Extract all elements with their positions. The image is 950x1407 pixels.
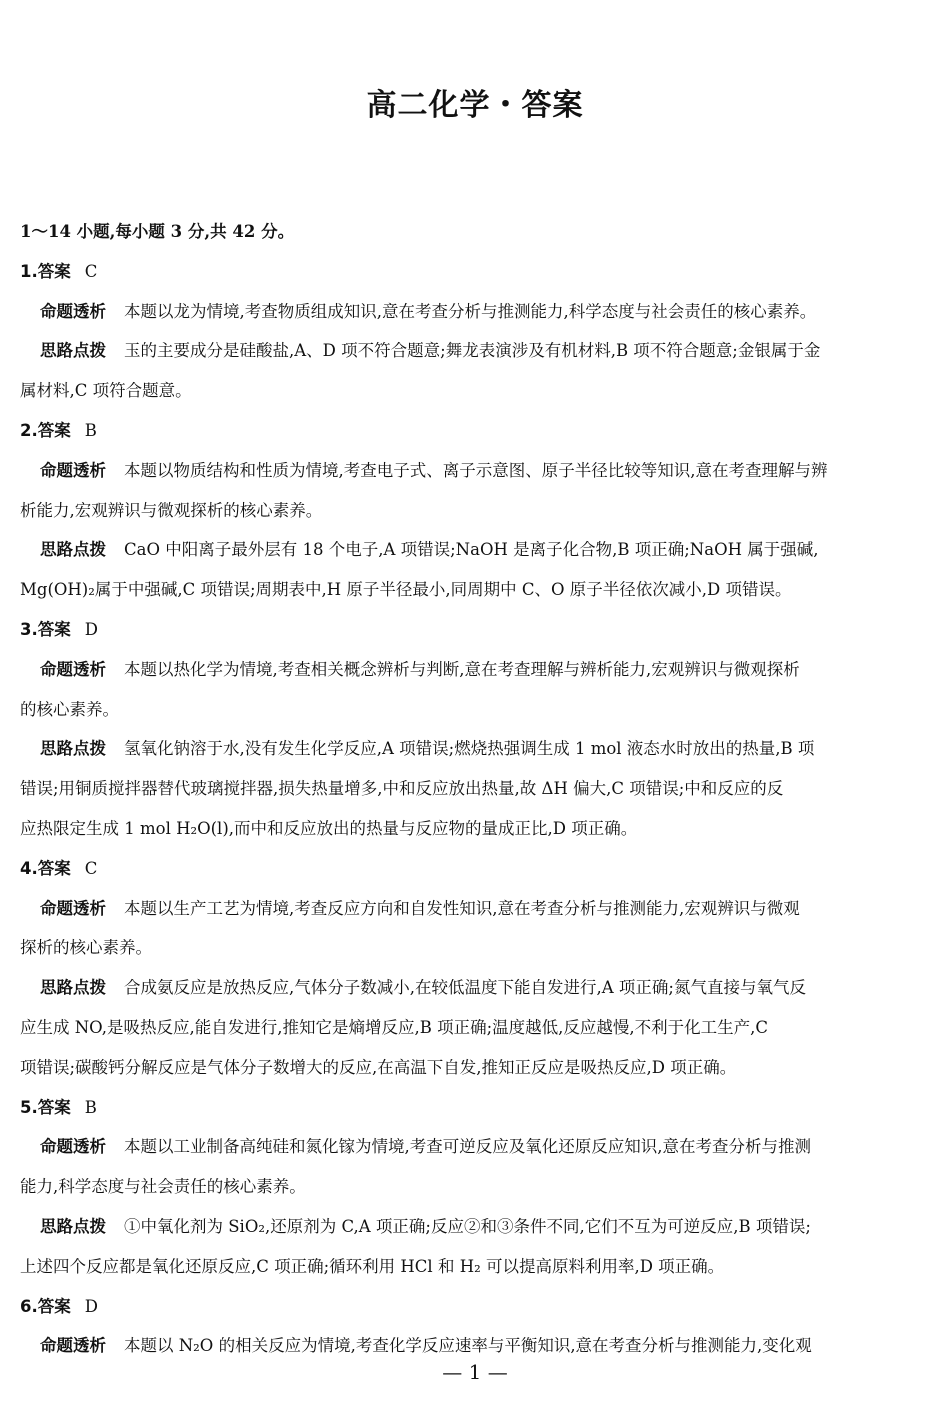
hint-text: 上述四个反应都是氧化还原反应,C 项正确;循环利用 HCl 和 H₂ 可以提高原料利用率,D 项正确。 [20, 1256, 725, 1276]
analysis-text: 本题以龙为情境,考查物质组成知识,意在考查分析与推测能力,科学态度与社会责任的核心素养。 [124, 301, 817, 321]
answer-label: 答案 [37, 1296, 71, 1316]
answer-value: C [84, 858, 98, 878]
analysis-tag: 命题透析 [40, 898, 106, 918]
analysis-tag: 命题透析 [40, 301, 106, 321]
analysis-text: 本题以物质结构和性质为情境,考查电子式、离子示意图、原子半径比较等知识,意在考查理解与辨 [124, 460, 828, 480]
hint-text: ①中氧化剂为 SiO₂,还原剂为 C,A 项正确;反应②和③条件不同,它们不互为可逆反应,B 项错误; [124, 1216, 811, 1236]
analysis-line [20, 650, 932, 690]
hint-text: 合成氨反应是放热反应,气体分子数减小,在较低温度下能自发进行,A 项正确;氮气直接与氧气反 [124, 978, 806, 998]
answer-label: 答案 [37, 261, 71, 281]
question-number: 6. [20, 1296, 38, 1316]
hint-line [20, 729, 932, 769]
answer-heading [20, 610, 932, 650]
answer-content [20, 212, 932, 1366]
analysis-tag: 命题透析 [40, 1336, 106, 1356]
answer-value: D [84, 1296, 98, 1316]
analysis-text: 的核心素养。 [20, 699, 119, 719]
analysis-text: 本题以 N₂O 的相关反应为情境,考查化学反应速率与平衡知识,意在考查分析与推测能力,变化观 [124, 1336, 812, 1356]
hint-text: 玉的主要成分是硅酸盐,A、D 项不符合题意;舞龙表演涉及有机材料,B 项不符合题意;金银属于金 [124, 341, 821, 361]
analysis-tag: 命题透析 [40, 659, 106, 679]
analysis-tag: 命题透析 [40, 460, 106, 480]
hint-tag: 思路点拨 [40, 978, 106, 998]
analysis-text: 探析的核心素养。 [20, 938, 152, 958]
hint-line [20, 570, 932, 610]
hint-text: 错误;用铜质搅拌器替代玻璃搅拌器,损失热量增多,中和反应放出热量,故 ΔH 偏大,C 项错误;中和反应的反 [20, 779, 784, 799]
answer-label: 答案 [37, 858, 71, 878]
answer-heading [20, 252, 932, 292]
hint-line [20, 809, 932, 849]
answer-value: B [84, 420, 97, 440]
hint-text: 应热限定生成 1 mol H₂O(l),而中和反应放出的热量与反应物的量成正比,D 项正确。 [20, 818, 638, 838]
hint-line [20, 331, 932, 371]
analysis-line [20, 491, 932, 531]
analysis-line [20, 889, 932, 929]
answer-heading [20, 1088, 932, 1128]
answer-label: 答案 [37, 1097, 71, 1117]
hint-line [20, 1048, 932, 1088]
question-number: 4. [20, 858, 38, 878]
hint-text: 氢氧化钠溶于水,没有发生化学反应,A 项错误;燃烧热强调生成 1 mol 液态水时放出的热量,B 项 [124, 739, 815, 759]
hint-line [20, 1247, 932, 1287]
analysis-tag: 命题透析 [40, 1137, 106, 1157]
analysis-text: 本题以热化学为情境,考查相关概念辨析与判断,意在考查理解与辨析能力,宏观辨识与微观探析 [124, 659, 800, 679]
question-number: 1. [20, 261, 38, 281]
answer-heading [20, 411, 932, 451]
question-list [20, 252, 932, 1366]
analysis-text: 本题以工业制备高纯硅和氮化镓为情境,考查可逆反应及氧化还原反应知识,意在考查分析与推测 [124, 1137, 811, 1157]
analysis-line [20, 1167, 932, 1207]
analysis-text: 能力,科学态度与社会责任的核心素养。 [20, 1177, 306, 1197]
hint-text: 项错误;碳酸钙分解反应是气体分子数增大的反应,在高温下自发,推知正反应是吸热反应,D 项正确。 [20, 1057, 737, 1077]
hint-line [20, 371, 932, 411]
answer-label: 答案 [37, 420, 71, 440]
analysis-text: 本题以生产工艺为情境,考查反应方向和自发性知识,意在考查分析与推测能力,宏观辨识与微观 [124, 898, 800, 918]
analysis-line [20, 928, 932, 968]
answer-label: 答案 [37, 619, 71, 639]
hint-text: 应生成 NO,是吸热反应,能自发进行,推知它是熵增反应,B 项正确;温度越低,反应越慢,不利于化工生产,C [20, 1017, 769, 1037]
hint-line [20, 1207, 932, 1247]
answer-value: C [84, 261, 98, 281]
hint-tag: 思路点拨 [40, 341, 106, 361]
hint-line [20, 769, 932, 809]
hint-line [20, 1008, 932, 1048]
hint-tag: 思路点拨 [40, 540, 106, 560]
hint-text: 属材料,C 项符合题意。 [20, 381, 192, 401]
question-number: 2. [20, 420, 38, 440]
page-number: — 1 — [442, 1360, 508, 1384]
answer-heading [20, 849, 932, 889]
hint-tag: 思路点拨 [40, 739, 106, 759]
answer-value: D [84, 619, 98, 639]
intro-line: 1～14 小题,每小题 3 分,共 42 分。 [20, 222, 295, 241]
analysis-text: 析能力,宏观辨识与微观探析的核心素养。 [20, 500, 323, 520]
hint-text: CaO 中阳离子最外层有 18 个电子,A 项错误;NaOH 是离子化合物,B 项正确;NaOH 属于强碱, [124, 540, 819, 560]
analysis-line [20, 1127, 932, 1167]
hint-line [20, 968, 932, 1008]
hint-text: Mg(OH)₂属于中强碱,C 项错误;周期表中,H 原子半径最小,同周期中 C、O 原子半径依次减小,D 项错误。 [20, 580, 792, 600]
page-title: 高二化学・答案 [366, 88, 584, 123]
answer-value: B [84, 1097, 97, 1117]
hint-line [20, 530, 932, 570]
analysis-line [20, 451, 932, 491]
hint-tag: 思路点拨 [40, 1216, 106, 1236]
question-number: 3. [20, 619, 38, 639]
analysis-line [20, 292, 932, 332]
question-number: 5. [20, 1097, 38, 1117]
analysis-line [20, 690, 932, 730]
answer-heading [20, 1287, 932, 1327]
